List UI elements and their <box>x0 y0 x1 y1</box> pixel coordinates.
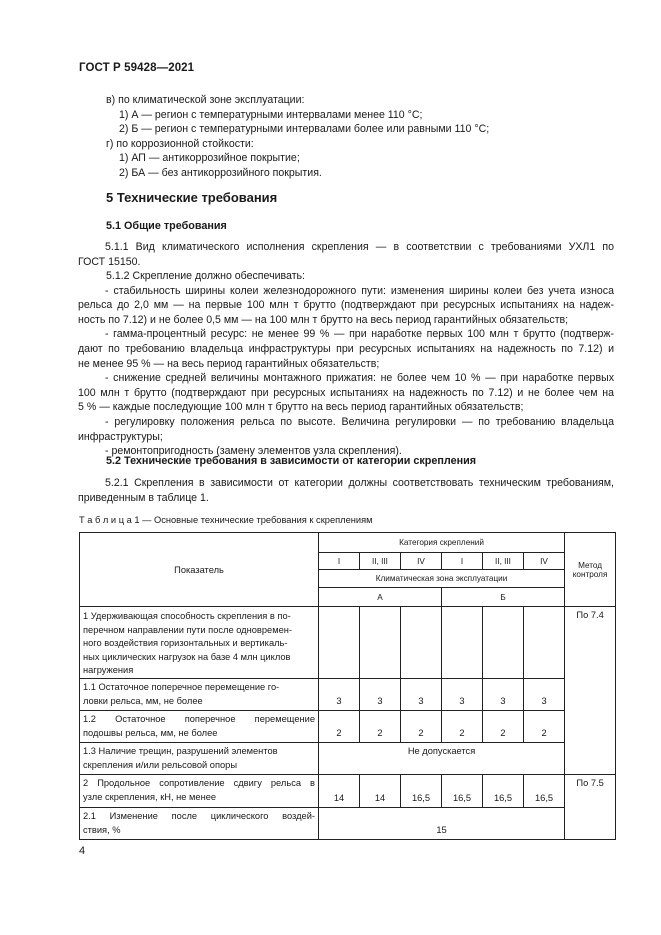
list-item-g: г) по коррозионной стойкости: <box>106 137 254 150</box>
zone-cell: А <box>319 588 442 607</box>
table-row <box>80 607 616 679</box>
table-row <box>80 775 616 808</box>
document-header: ГОСТ Р 59428—2021 <box>79 62 195 74</box>
indicator-cell <box>80 607 319 679</box>
text-line: ГОСТ 15150. <box>78 255 141 268</box>
page-number: 4 <box>79 845 86 857</box>
category-cell: II, III <box>483 553 524 570</box>
cell-line: подошвы рельса, мм, не более <box>83 727 218 738</box>
cell-line: 2.1 Изменение после циклического воздей- <box>83 810 315 821</box>
value-cell: 16,5 <box>442 775 483 808</box>
indicator-cell <box>80 711 319 743</box>
indicator-cell <box>80 808 319 840</box>
list-item-v1: 1) А — регион с температурными интервалами менее 110 °С; <box>119 108 423 121</box>
paragraph-5-2-1 <box>78 476 614 505</box>
text-line: - ремонтопригодность (замену элементов узла скрепления). <box>105 445 402 458</box>
text-line: рельса до 2,0 мм — на первые 100 млн т брутто (подтверждают при ресурсных испытаниях на надеж- <box>78 299 614 312</box>
cell-line: скрепления и/или рельсовой опоры <box>83 759 238 770</box>
list-item-g2: 2) БА — без антикоррозийного покрытия. <box>119 167 322 179</box>
value-cell: 3 <box>442 679 483 711</box>
indicator-cell <box>80 679 319 711</box>
category-cell: I <box>442 553 483 570</box>
cell-line: 1.3 Наличие трещин, разрушений элементов <box>83 745 278 756</box>
value-cell: 3 <box>319 679 360 711</box>
method-cell: По 7.4 <box>565 607 616 775</box>
cell-line: узле скрепления, кН, не менее <box>83 792 217 802</box>
value-cell: 2 <box>524 711 565 743</box>
cell-line: перечном направлении пути после одновремен- <box>83 624 292 635</box>
section-title: 5 Технические требования <box>106 190 278 205</box>
value-cell: 2 <box>401 711 442 743</box>
value-cell: 3 <box>401 679 442 711</box>
cell-line: ного воздействия горизонтальных и вертикаль- <box>83 638 288 649</box>
text-line: 5 % — каждые последующие 100 млн т брутто на весь период гарантийных обязательств; <box>78 401 524 414</box>
value-cell: 2 <box>360 711 401 743</box>
header-indicator: Показатель <box>80 533 319 607</box>
cell-line: 1 Удерживающая способность скрепления в по- <box>83 611 291 621</box>
value-cell: 3 <box>483 679 524 711</box>
category-cell: II, III <box>360 553 401 570</box>
list-item-v2: 2) Б — регион с температурными интервалами более или равными 110 °С; <box>119 123 490 136</box>
value-cell: 2 <box>442 711 483 743</box>
text-line: - стабильность ширины колеи железнодорожного пути: изменения ширины колеи без учета износа <box>105 284 614 297</box>
subsection-title-5-1: 5.1 Общие требования <box>106 220 227 232</box>
text-line: ность по 7.12) и не более 0,5 мм — на 100 млн т брутто на весь период гарантийных обязательств; <box>78 313 569 326</box>
value-cell: 3 <box>524 679 565 711</box>
header-method-line: контроля <box>572 569 608 579</box>
cell-line: 2 Продольное сопротивление сдвигу рельса в <box>83 778 315 789</box>
header-method <box>565 533 616 607</box>
indicator-cell <box>80 743 319 775</box>
zone-cell: Б <box>442 588 565 607</box>
value-cell: 16,5 <box>483 775 524 808</box>
table-row <box>80 743 616 775</box>
table-row <box>80 808 616 840</box>
cell-line: ствия, % <box>83 824 121 835</box>
value-cell: 3 <box>360 679 401 711</box>
value-cell: 2 <box>483 711 524 743</box>
text-line: 100 млн т брутто (подтверждают при ресурсных испытаниях на надежность по 7.12) и не более чем на <box>78 386 614 399</box>
text-line: дают по требованию владельца инфраструктуры при ресурсных испытаниях на надежность по 7.12) и <box>78 342 614 355</box>
table-caption: Т а б л и ц а 1 — Основные технические требования к скреплениям <box>79 515 373 525</box>
table-row <box>80 711 616 743</box>
text-line: - регулировку положения рельса по высоте. Величина регулировки — по требованию владельца <box>105 415 614 428</box>
merged-value-cell: 15 <box>319 808 565 840</box>
category-cell: IV <box>401 553 442 570</box>
text-line: - гамма-процентный ресурс: не менее 99 % — при наработке первых 100 млн т брутто (подтверж- <box>105 328 614 341</box>
merged-value-cell: Не допускается <box>319 743 565 775</box>
text-line: - снижение средней величины монтажного прижатия: не более чем 10 % — при наработке первых <box>105 372 614 385</box>
cell-line: 1.2 Остаточное поперечное перемещение <box>83 713 315 724</box>
cell-line: ловки рельса, мм, не более <box>83 695 203 706</box>
paragraph-5-1-1 <box>78 240 614 269</box>
text-line: 5.2.1 Скрепления в зависимости от категории должны соответствовать техническим требованиям, <box>105 477 614 489</box>
header-method-line: Метод <box>578 560 603 570</box>
cell-line: 1.1 Остаточное поперечное перемещение го- <box>83 681 280 692</box>
subsection-title-5-2: 5.2 Технические требования в зависимости от категории скрепления <box>106 455 477 467</box>
text-line: 5.1.1 Вид климатического исполнения скрепления — в соответствии с требованиями УХЛ1 по <box>105 241 614 253</box>
requirements-list <box>78 284 614 459</box>
list-item-v: в) по климатической зоне эксплуатации: <box>106 94 305 106</box>
value-cell: 14 <box>360 775 401 808</box>
method-cell: По 7.5 <box>565 775 616 840</box>
paragraph-5-1-2: 5.1.2 Скрепление должно обеспечивать: <box>106 270 306 282</box>
indicator-cell <box>80 775 319 808</box>
text-line: приведенным в таблице 1. <box>78 491 209 504</box>
cell-line: ных циклических нагрузок на базе 4 млн циклов <box>83 651 291 662</box>
value-cell: 16,5 <box>401 775 442 808</box>
value-cell: 2 <box>319 711 360 743</box>
value-cell: 14 <box>319 775 360 808</box>
header-category: Категория скреплений <box>319 533 565 553</box>
value-cell: 16,5 <box>524 775 565 808</box>
header-zone: Климатическая зона эксплуатации <box>319 570 565 588</box>
list-item-g1: 1) АП — антикоррозийное покрытие; <box>119 152 300 165</box>
category-cell: I <box>319 553 360 570</box>
requirements-table <box>79 532 616 840</box>
table-row <box>80 679 616 711</box>
text-line: не менее 95 % — на весь период гарантийных обязательств; <box>78 357 380 370</box>
category-cell: IV <box>524 553 565 570</box>
text-line: инфраструктуры; <box>78 430 163 443</box>
cell-line: нагружения <box>83 665 134 676</box>
